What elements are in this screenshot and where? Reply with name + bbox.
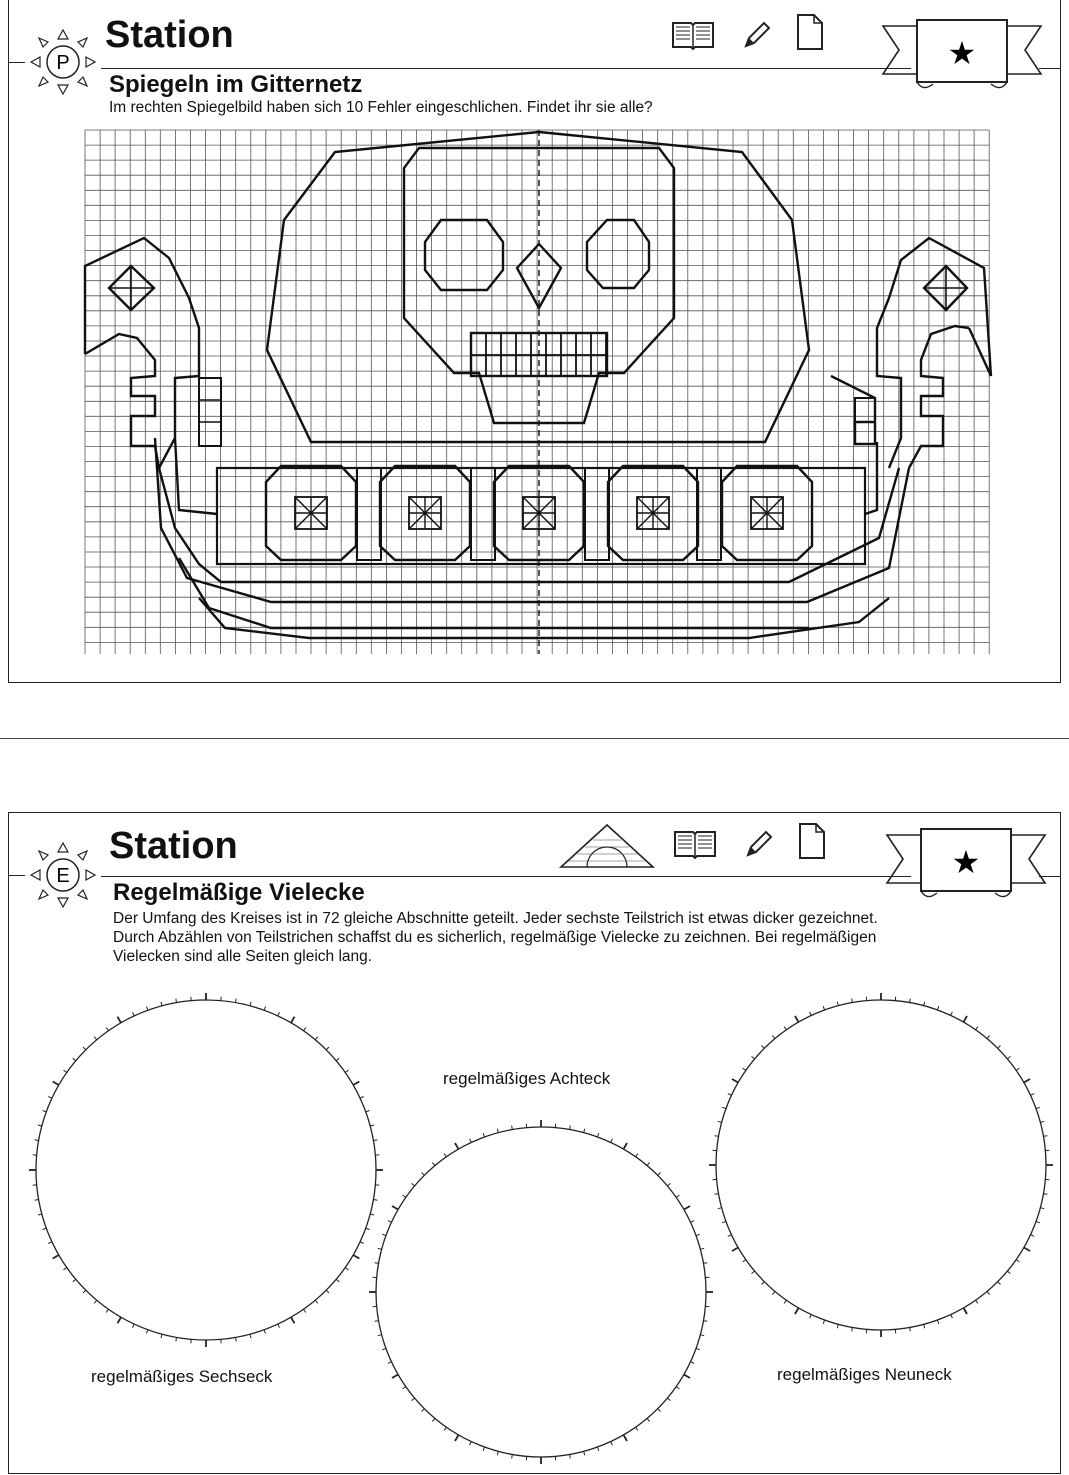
minor-tick xyxy=(366,1111,370,1112)
minor-tick xyxy=(1040,1121,1044,1122)
hull-line-4 xyxy=(179,558,809,628)
minor-tick xyxy=(691,1362,695,1364)
minor-tick xyxy=(704,1321,708,1322)
major-tick xyxy=(964,1308,968,1314)
circle-outline xyxy=(36,1000,376,1340)
shield-connector xyxy=(697,468,721,560)
minor-tick xyxy=(106,1028,108,1031)
minor-tick xyxy=(976,1027,978,1030)
major-tick xyxy=(392,1206,398,1210)
skull-eye-left xyxy=(425,220,503,290)
minor-tick xyxy=(83,1047,86,1050)
minor-tick xyxy=(752,1056,755,1059)
minor-tick xyxy=(403,1195,406,1197)
minor-tick xyxy=(388,1221,392,1223)
minor-tick xyxy=(1031,1235,1035,1237)
minor-tick xyxy=(647,1163,650,1166)
minor-tick xyxy=(133,1324,135,1328)
minor-tick xyxy=(728,1094,732,1096)
minor-tick xyxy=(375,1263,379,1264)
minor-tick xyxy=(83,1290,86,1293)
minor-tick xyxy=(370,1214,374,1215)
instruction-line-2: Durch Abzählen von Teilstrichen schaffst du es sicherlich, regelmäßige Vielecke zu zeichnen. Bei regelmäßigen xyxy=(113,929,877,946)
major-tick xyxy=(392,1375,398,1379)
minor-tick xyxy=(570,1126,571,1130)
minor-tick xyxy=(278,1012,280,1016)
minor-tick xyxy=(584,1129,585,1133)
major-tick xyxy=(291,1017,295,1023)
minor-tick xyxy=(176,999,177,1003)
shield-cross xyxy=(523,497,555,529)
minor-tick xyxy=(718,1208,722,1209)
major-tick xyxy=(455,1435,459,1441)
minor-tick xyxy=(667,1398,670,1401)
circle-label-sechseck: regelmäßiges Sechseck xyxy=(91,1367,273,1386)
minor-tick xyxy=(497,1129,498,1133)
mirror-grid-ship xyxy=(73,128,997,656)
major-tick xyxy=(53,1082,59,1086)
subtitle: Spiegeln im Gitternetz xyxy=(109,71,363,98)
minor-tick xyxy=(470,1442,472,1446)
minor-tick xyxy=(250,1002,251,1006)
minor-tick xyxy=(784,1300,786,1303)
minor-tick xyxy=(43,1111,47,1112)
minor-tick xyxy=(470,1139,472,1143)
minor-tick xyxy=(987,1291,990,1294)
minor-tick xyxy=(658,1409,661,1412)
minor-tick xyxy=(43,1228,47,1229)
minor-tick xyxy=(147,1330,148,1334)
minor-tick xyxy=(772,1291,775,1294)
badge-letter: E xyxy=(56,865,70,887)
minor-tick xyxy=(512,1455,513,1459)
minor-tick xyxy=(1044,1136,1048,1137)
major-tick xyxy=(684,1206,690,1210)
shield-connector xyxy=(357,468,381,560)
minor-tick xyxy=(937,1320,938,1324)
minor-tick xyxy=(94,1300,97,1303)
minor-tick xyxy=(38,1125,42,1126)
minor-tick xyxy=(951,1315,953,1319)
rating-star: ★ xyxy=(947,35,977,71)
tick-circle xyxy=(709,993,1053,1337)
minor-tick xyxy=(1016,1068,1019,1070)
minor-tick xyxy=(326,1047,329,1050)
minor-tick xyxy=(345,1070,348,1072)
hull-link-left xyxy=(175,438,217,514)
minor-tick xyxy=(976,1300,978,1303)
major-tick xyxy=(1024,1248,1030,1252)
shield-cross xyxy=(295,497,327,529)
minor-tick xyxy=(373,1140,377,1141)
book-icon xyxy=(670,18,716,52)
minor-tick xyxy=(696,1234,700,1235)
minor-tick xyxy=(412,1183,415,1186)
minor-tick xyxy=(597,1447,598,1451)
minor-tick xyxy=(810,1012,812,1016)
minor-tick xyxy=(667,1183,670,1186)
rating-star: ★ xyxy=(951,844,981,880)
minor-tick xyxy=(432,1163,435,1166)
minor-tick xyxy=(133,1012,135,1016)
minor-tick xyxy=(1007,1271,1010,1274)
minor-tick xyxy=(722,1221,726,1222)
minor-tick xyxy=(636,1154,638,1157)
circle-label-achteck: regelmäßiges Achteck xyxy=(443,1069,611,1088)
instruction-line-3: Vielecken sind alle Seiten gleich lang. xyxy=(113,948,373,965)
minor-tick xyxy=(422,1409,425,1412)
minor-tick xyxy=(278,1324,280,1328)
minor-tick xyxy=(718,1121,722,1122)
station-title: Station xyxy=(105,14,234,56)
tick-circle xyxy=(369,1120,713,1464)
minor-tick xyxy=(823,1320,824,1324)
minor-tick xyxy=(336,1279,339,1282)
major-tick xyxy=(795,1308,799,1314)
major-tick xyxy=(118,1017,122,1023)
subtitle: Regelmäßige Vielecke xyxy=(113,879,365,906)
major-tick xyxy=(624,1435,628,1441)
minor-tick xyxy=(762,1046,765,1049)
minor-tick xyxy=(64,1070,67,1072)
hull-line-3 xyxy=(199,598,889,638)
minor-tick xyxy=(823,1006,824,1010)
minor-tick xyxy=(611,1442,613,1446)
minor-tick xyxy=(676,1387,679,1389)
minor-tick xyxy=(388,1362,392,1364)
sail-outline xyxy=(267,132,809,442)
minor-tick xyxy=(722,1107,726,1108)
pencil-icon xyxy=(740,18,774,52)
minor-tick xyxy=(728,1235,732,1237)
minor-tick xyxy=(998,1282,1001,1285)
minor-tick xyxy=(810,1315,812,1319)
minor-tick xyxy=(483,1133,484,1137)
minor-tick xyxy=(1016,1260,1019,1262)
minor-tick xyxy=(236,999,237,1003)
minor-tick xyxy=(161,1002,162,1006)
minor-tick xyxy=(987,1036,990,1039)
station-card-mirror xyxy=(8,0,1061,683)
circle-outline xyxy=(716,1000,1046,1330)
minor-tick xyxy=(444,1427,446,1430)
major-tick xyxy=(353,1255,359,1259)
minor-tick xyxy=(772,1036,775,1039)
minor-tick xyxy=(35,1140,39,1141)
minor-tick xyxy=(366,1228,370,1229)
minor-tick xyxy=(360,1097,364,1099)
minor-tick xyxy=(676,1195,679,1197)
minor-tick xyxy=(375,1321,379,1322)
minor-tick xyxy=(38,1214,42,1215)
major-tick xyxy=(455,1143,459,1149)
minor-tick xyxy=(924,1002,925,1006)
minor-tick xyxy=(762,1282,765,1285)
minor-tick xyxy=(998,1046,1001,1049)
minor-tick xyxy=(48,1242,52,1244)
major-tick xyxy=(732,1079,738,1083)
minor-tick xyxy=(94,1037,97,1040)
minor-tick xyxy=(176,1337,177,1341)
minor-tick xyxy=(326,1290,329,1293)
major-tick xyxy=(964,1016,968,1022)
minor-tick xyxy=(837,1002,838,1006)
minor-tick xyxy=(304,1028,306,1031)
hull-link-right xyxy=(865,442,877,514)
minor-tick xyxy=(315,1037,318,1040)
minor-tick xyxy=(497,1451,498,1455)
minor-tick xyxy=(403,1387,406,1389)
minor-tick xyxy=(373,1200,377,1201)
minor-tick xyxy=(378,1335,382,1336)
major-tick xyxy=(53,1255,59,1259)
minor-tick xyxy=(444,1154,446,1157)
dragon-left-fin xyxy=(199,378,221,446)
minor-tick xyxy=(161,1334,162,1338)
shield-connector xyxy=(471,468,495,560)
minor-tick xyxy=(1044,1194,1048,1195)
major-tick xyxy=(118,1317,122,1323)
minor-tick xyxy=(360,1242,364,1244)
minor-tick xyxy=(910,999,911,1003)
shield-cross xyxy=(637,497,669,529)
minor-tick xyxy=(743,1068,746,1070)
minor-tick xyxy=(852,1328,853,1332)
minor-tick xyxy=(432,1418,435,1421)
circle-label-neuneck: regelmäßiges Neuneck xyxy=(777,1365,952,1384)
minor-tick xyxy=(1040,1208,1044,1209)
minor-tick xyxy=(236,1337,237,1341)
major-tick xyxy=(291,1317,295,1323)
minor-tick xyxy=(700,1335,704,1336)
minor-tick xyxy=(345,1268,348,1270)
station-card-polygons xyxy=(8,812,1061,1474)
major-tick xyxy=(795,1016,799,1022)
minor-tick xyxy=(250,1334,251,1338)
minor-tick xyxy=(715,1194,719,1195)
minor-tick xyxy=(264,1007,265,1011)
minor-tick xyxy=(422,1173,425,1176)
minor-tick xyxy=(752,1271,755,1274)
shield-cross xyxy=(751,497,783,529)
station-title: Station xyxy=(109,825,238,867)
minor-tick xyxy=(658,1173,661,1176)
minor-tick xyxy=(264,1330,265,1334)
skull-eye-right xyxy=(587,220,649,288)
major-tick xyxy=(732,1248,738,1252)
minor-tick xyxy=(382,1348,386,1349)
minor-tick xyxy=(691,1221,695,1223)
minor-tick xyxy=(743,1260,746,1262)
major-tick xyxy=(353,1082,359,1086)
minor-tick xyxy=(910,1328,911,1332)
minor-tick xyxy=(1031,1094,1035,1096)
minor-tick xyxy=(147,1007,148,1011)
minor-tick xyxy=(611,1139,613,1143)
minor-tick xyxy=(570,1455,571,1459)
minor-tick xyxy=(837,1324,838,1328)
minor-tick xyxy=(696,1348,700,1349)
minor-tick xyxy=(315,1300,318,1303)
instruction-text: Im rechten Spiegelbild haben sich 10 Fehler eingeschlichen. Findet ihr sie alle? xyxy=(109,99,653,116)
minor-tick xyxy=(73,1279,76,1282)
minor-tick xyxy=(48,1097,52,1099)
minor-tick xyxy=(378,1248,382,1249)
minor-tick xyxy=(951,1012,953,1016)
minor-tick xyxy=(1036,1221,1040,1222)
minor-tick xyxy=(73,1058,76,1061)
minor-tick xyxy=(64,1268,67,1270)
circle-outline xyxy=(376,1127,706,1457)
minor-tick xyxy=(852,999,853,1003)
minor-tick xyxy=(647,1418,650,1421)
minor-tick xyxy=(1007,1056,1010,1059)
cut-line xyxy=(0,738,1069,739)
minor-tick xyxy=(937,1006,938,1010)
minor-tick xyxy=(412,1398,415,1401)
minor-tick xyxy=(483,1447,484,1451)
minor-tick xyxy=(106,1309,108,1312)
rating-banner-icon xyxy=(877,12,1047,98)
sun-badge-icon xyxy=(25,24,101,100)
minor-tick xyxy=(700,1248,704,1249)
minor-tick xyxy=(1036,1107,1040,1108)
major-tick xyxy=(624,1143,628,1149)
minor-tick xyxy=(715,1136,719,1137)
minor-tick xyxy=(704,1263,708,1264)
minor-tick xyxy=(597,1133,598,1137)
minor-tick xyxy=(382,1234,386,1235)
sheet-icon xyxy=(795,12,825,52)
tick-circle xyxy=(29,993,383,1347)
minor-tick xyxy=(336,1058,339,1061)
shield-cross xyxy=(409,497,441,529)
minor-tick xyxy=(512,1126,513,1130)
badge-letter: P xyxy=(56,52,70,74)
minor-tick xyxy=(304,1309,306,1312)
instruction-line-1: Der Umfang des Kreises ist in 72 gleiche Abschnitte geteilt. Jeder sechste Teilstrich ist etwas dicker gezeichnet. xyxy=(113,910,878,927)
minor-tick xyxy=(370,1125,374,1126)
major-tick xyxy=(1024,1079,1030,1083)
minor-tick xyxy=(35,1200,39,1201)
minor-tick xyxy=(784,1027,786,1030)
minor-tick xyxy=(636,1427,638,1430)
minor-tick xyxy=(584,1451,585,1455)
major-tick xyxy=(684,1375,690,1379)
minor-tick xyxy=(924,1324,925,1328)
dragon-left xyxy=(85,238,199,468)
